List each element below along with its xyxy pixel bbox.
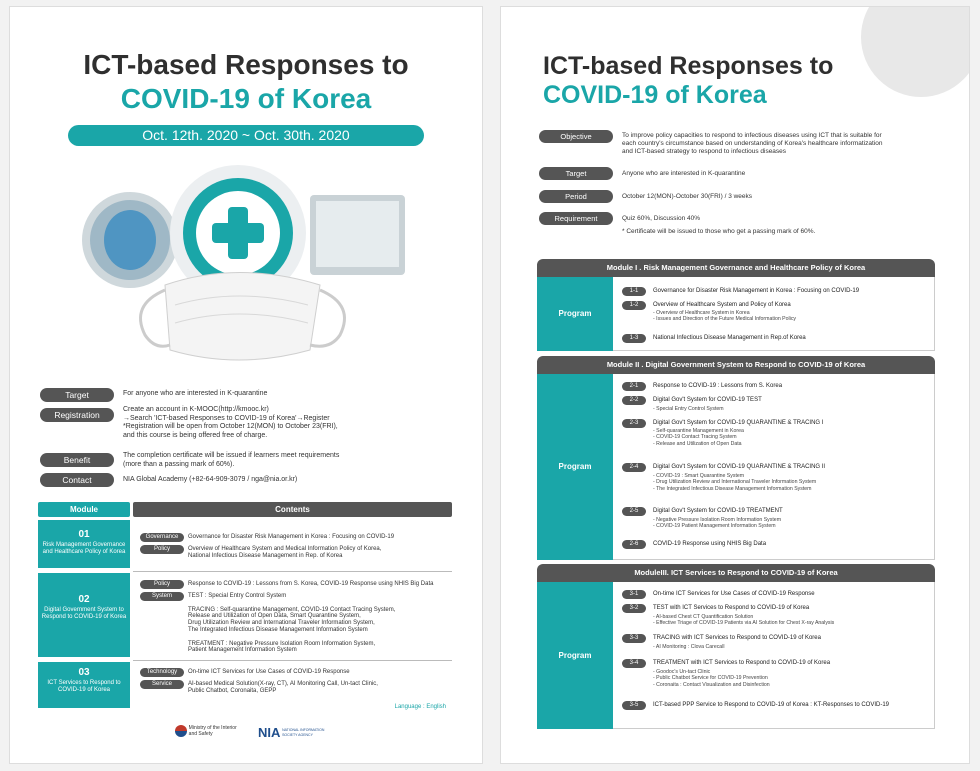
item-number: 3-1 — [622, 590, 646, 599]
program-label: Program — [537, 582, 613, 729]
info-text-benefit: The completion certificate will be issued if learners meet requirements (more than a passing mark of 60%). — [123, 452, 340, 468]
poster-title-line1: ICT-based Responses to — [83, 49, 409, 80]
info-label-target: Target — [539, 167, 613, 180]
item-title: Digital Gov't System for COVID-19 QUARANTINE & TRACING II — [653, 464, 826, 470]
mask-illustration — [70, 155, 430, 380]
virus-decoration-icon — [861, 6, 970, 97]
item-number: 3-3 — [622, 634, 646, 643]
item-subitems: - COVID-19 : Smart Quarantine System - Drug Utilization Review and International Traveler Information System - The Integrated Infectious Disease Management Information System — [653, 473, 817, 492]
item-subitems: - Self-quarantine Management in Korea - COVID-19 Contact Tracing System - Release and Utilization of Open Data — [653, 428, 744, 447]
ministry-logo — [175, 725, 244, 737]
module-number: 01 — [78, 529, 90, 540]
module-number: 03 — [78, 667, 90, 678]
content-text: On-time ICT Services for Use Cases of COVID-19 Response — [188, 669, 350, 675]
poster-left — [9, 6, 483, 764]
row-divider — [133, 571, 452, 572]
module-name: Risk Management Governance and Healthcare Policy of Korea — [42, 542, 126, 555]
module-2-block — [537, 356, 935, 560]
nia-logo — [258, 725, 330, 740]
language-note: Language : English — [394, 704, 446, 710]
item-number: 2-5 — [622, 507, 646, 516]
content-text: TEST : Special Entry Control System TRACING : Self-quarantine Management, COVID-19 Contact Tracing System, Release and Utilization of Open Data, Smart Quarantine System, Drug Utilization Review and International Traveler Information System, The Integrated Infectious Disease Management Information System TREATMENT : Negative Pressure Isolation Room Information System, Patient Management Information System — [188, 593, 396, 654]
info-label-objective: Objective — [539, 130, 613, 143]
content-text: Response to COVID-19 : Lessons from S. Korea, COVID-19 Response using NHIS Big Data — [188, 581, 434, 587]
module-cell-02 — [38, 573, 130, 657]
item-title: TRACING with ICT Services to Respond to COVID-19 of Korea — [653, 635, 821, 641]
item-title: Digital Gov't System for COVID-19 TREATMENT — [653, 508, 783, 514]
info-text-requirement: Quiz 60%, Discussion 40% — [622, 215, 701, 222]
taegeuk-icon — [175, 725, 187, 737]
item-title: ICT-based PPP Service to Respond to COVID-19 of Korea : KT-Responses to COVID-19 — [653, 702, 889, 708]
date-banner: Oct. 12th. 2020 ~ Oct. 30th. 2020 — [68, 125, 424, 146]
content-tag: System — [140, 592, 184, 601]
nia-wordmark: NIA — [258, 725, 281, 740]
module-name: Digital Government System to Respond to COVID-19 of Korea — [41, 607, 127, 620]
item-title: National Infectious Disease Management in Rep.of Korea — [653, 335, 806, 341]
item-number: 1-3 — [622, 334, 646, 343]
item-title: Response to COVID-19 : Lessons from S. Korea — [653, 383, 783, 389]
content-text: Governance for Disaster Risk Management in Korea : Focusing on COVID-19 — [188, 534, 395, 540]
table-head-module: Module — [38, 502, 130, 517]
item-title: Digital Gov't System for COVID-19 QUARANTINE & TRACING I — [653, 420, 824, 426]
item-number: 1-2 — [622, 301, 646, 310]
content-tag: Policy — [140, 545, 184, 554]
item-title: Governance for Disaster Risk Management in Korea : Focusing on COVID-19 — [653, 288, 860, 294]
table-head-contents: Contents — [133, 502, 452, 517]
info-text-period: October 12(MON)-October 30(FRI) / 3 weeks — [622, 193, 753, 200]
info-label-benefit: Benefit — [40, 453, 114, 467]
module-1-block — [537, 259, 935, 351]
module-title: Module I . Risk Management Governance and Healthcare Policy of Korea — [537, 259, 935, 277]
info-text-target: For anyone who are interested in K-quarantine — [123, 390, 268, 397]
info-text-objective: To improve policy capacities to respond to infectious diseases using ICT that is suitable for each country's circumstance based on understanding of Korea's healthcare informatization and ICT-based strategy to respond to infectious diseases — [622, 132, 883, 155]
item-number: 2-3 — [622, 419, 646, 428]
info-text-registration: Create an account in K-MOOC(http://kmooc.kr) →Search 'ICT-based Responses to COVID-19 of Korea'→Register *Registration will be open from October 12(MON) to October 23(FRI), and this course is being offered free of charge. — [123, 406, 338, 439]
module-number: 02 — [78, 594, 90, 605]
certificate-note: * Certificate will be issued to those who get a passing mark of 60%. — [622, 228, 816, 235]
info-label-period: Period — [539, 190, 613, 203]
module-cell-01 — [38, 520, 130, 568]
content-tag: Technology — [140, 668, 184, 677]
item-subitems: - Goodoc's Un-tact Clinic - Public Chatbot Service for COVID-19 Prevention - Coronaita : Contact Visualization and Disinfection — [653, 669, 770, 688]
item-number: 2-2 — [622, 396, 646, 405]
item-title: Digital Gov't System for COVID-19 TEST — [653, 397, 762, 403]
content-text: Overview of Healthcare System and Medical Information Policy of Korea, National Infectious Disease Management in Rep. of Korea — [188, 546, 382, 559]
item-number: 2-4 — [622, 463, 646, 472]
item-number: 3-4 — [622, 659, 646, 668]
info-label-contact: Contact — [40, 473, 114, 487]
nia-subtitle: NATIONAL INFORMATION SOCIETY AGENCY — [282, 728, 325, 737]
module-3-block — [537, 564, 935, 729]
info-label-target: Target — [40, 388, 114, 402]
item-subitems: - Negative Pressure Isolation Room Information System - COVID-19 Patient Management Information System — [653, 517, 782, 530]
module-title: ModuleIII. ICT Services to Respond to COVID-19 of Korea — [537, 564, 935, 582]
item-number: 2-6 — [622, 540, 646, 549]
item-title: TREATMENT with ICT Services to Respond to COVID-19 of Korea — [653, 660, 831, 666]
item-title: Overview of Healthcare System and Policy of Korea — [653, 302, 791, 308]
module-title: Module II . Digital Government System to Respond to COVID-19 of Korea — [537, 356, 935, 374]
item-subitems: - AI Monitoring : Clova Carecall — [653, 644, 725, 650]
content-text: AI-based Medical Solution(X-ray, CT), AI Monitoring Call, Un-tact Clinic, Public Chatbot, Coronaita, GEPP — [188, 681, 378, 694]
info-text-contact: NIA Global Academy (+82-64-909-3079 / nga@nia.or.kr) — [123, 476, 298, 483]
ministry-name: Ministry of the Interior and Safety — [188, 725, 237, 737]
item-subitems: - Special Entry Control System — [653, 406, 724, 412]
item-subitems: - AI-based Chest CT Quantification Solution - Effective Triage of COVID-19 Patients via AI Solution for Chest X-ray Analysis — [653, 614, 835, 627]
item-subitems: - Overview of Healthcare System in Korea - Issues and Direction of the Future Medical Information Policy — [653, 310, 797, 323]
content-tag: Governance — [140, 533, 184, 542]
info-label-registration: Registration — [40, 408, 114, 422]
info-label-requirement: Requirement — [539, 212, 613, 225]
item-title: TEST with ICT Services to Respond to COVID-19 of Korea — [653, 605, 810, 611]
module-cell-03 — [38, 662, 130, 708]
poster-title-line2: COVID-19 of Korea — [120, 83, 372, 114]
info-text-target: Anyone who are interested in K-quarantine — [622, 170, 746, 177]
content-tag: Policy — [140, 580, 184, 589]
item-number: 3-2 — [622, 604, 646, 613]
module-name: ICT Services to Respond to COVID-19 of Korea — [47, 680, 121, 693]
content-tag: Service — [140, 680, 184, 689]
program-label: Program — [537, 277, 613, 351]
poster-title-line1: ICT-based Responses to — [543, 52, 834, 80]
item-title: COVID-19 Response using NHIS Big Data — [653, 541, 767, 547]
item-number: 2-1 — [622, 382, 646, 391]
poster-title-line2: COVID-19 of Korea — [543, 81, 767, 109]
item-title: On-time ICT Services for Use Cases of COVID-19 Response — [653, 591, 815, 597]
item-number: 3-5 — [622, 701, 646, 710]
poster-right — [500, 6, 970, 764]
program-label: Program — [537, 374, 613, 560]
row-divider — [133, 660, 452, 661]
item-number: 1-1 — [622, 287, 646, 296]
